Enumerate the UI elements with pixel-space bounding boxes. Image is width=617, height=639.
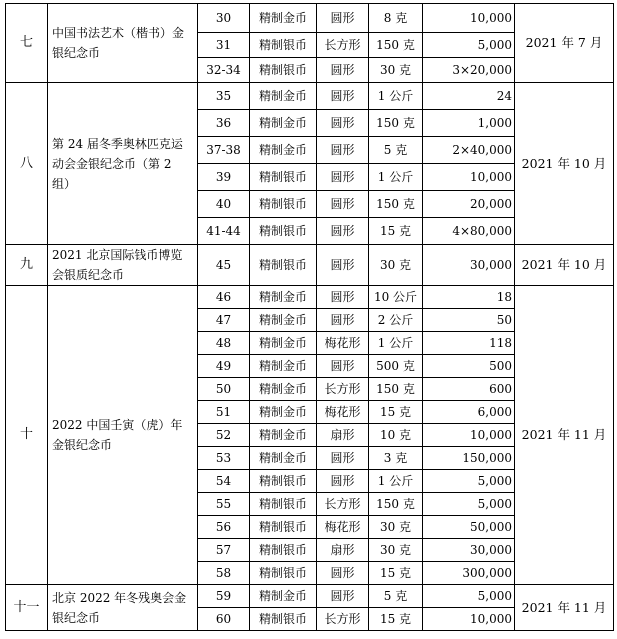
spec-cell: 30 克: [369, 516, 423, 539]
quantity-cell: 10,000: [423, 608, 515, 631]
coin-number: 53: [198, 447, 250, 470]
spec-cell: 15 克: [369, 401, 423, 424]
quality-cell: 精制金币: [250, 286, 317, 309]
coin-number: 36: [198, 110, 250, 137]
shape-cell: 圆形: [317, 355, 369, 378]
spec-cell: 1 公斤: [369, 470, 423, 493]
shape-cell: 长方形: [317, 608, 369, 631]
quantity-cell: 18: [423, 286, 515, 309]
spec-cell: 15 克: [369, 218, 423, 245]
coin-number: 31: [198, 33, 250, 58]
coin-number: 40: [198, 191, 250, 218]
coin-number: 46: [198, 286, 250, 309]
spec-cell: 150 克: [369, 493, 423, 516]
shape-cell: 圆形: [317, 286, 369, 309]
quality-cell: 精制银币: [250, 539, 317, 562]
quality-cell: 精制金币: [250, 110, 317, 137]
quality-cell: 精制银币: [250, 58, 317, 83]
shape-cell: 扇形: [317, 539, 369, 562]
quantity-cell: 5,000: [423, 33, 515, 58]
quality-cell: 精制金币: [250, 4, 317, 33]
coin-number: 30: [198, 4, 250, 33]
coin-number: 51: [198, 401, 250, 424]
quality-cell: 精制银币: [250, 164, 317, 191]
quantity-cell: 5,000: [423, 470, 515, 493]
quantity-cell: 500: [423, 355, 515, 378]
shape-cell: 圆形: [317, 83, 369, 110]
spec-cell: 1 公斤: [369, 332, 423, 355]
shape-cell: 圆形: [317, 585, 369, 608]
spec-cell: 5 克: [369, 137, 423, 164]
quantity-cell: 5,000: [423, 493, 515, 516]
quality-cell: 精制银币: [250, 245, 317, 286]
shape-cell: 扇形: [317, 424, 369, 447]
issue-date: 2021 年 10 月: [515, 245, 614, 286]
shape-cell: 圆形: [317, 447, 369, 470]
spec-cell: 30 克: [369, 58, 423, 83]
quality-cell: 精制银币: [250, 516, 317, 539]
quality-cell: 精制金币: [250, 424, 317, 447]
spec-cell: 10 克: [369, 424, 423, 447]
shape-cell: 圆形: [317, 218, 369, 245]
spec-cell: 5 克: [369, 585, 423, 608]
issue-date: 2021 年 7 月: [515, 4, 614, 83]
spec-cell: 8 克: [369, 4, 423, 33]
group-index: 七: [6, 4, 48, 83]
spec-cell: 150 克: [369, 378, 423, 401]
issue-date: 2021 年 11 月: [515, 286, 614, 585]
shape-cell: 圆形: [317, 470, 369, 493]
quantity-cell: 4×80,000: [423, 218, 515, 245]
spec-cell: 1 公斤: [369, 83, 423, 110]
quantity-cell: 5,000: [423, 585, 515, 608]
shape-cell: 圆形: [317, 110, 369, 137]
coin-number: 58: [198, 562, 250, 585]
quality-cell: 精制金币: [250, 83, 317, 110]
quantity-cell: 2×40,000: [423, 137, 515, 164]
table-row: [6, 245, 614, 286]
spec-cell: 15 克: [369, 562, 423, 585]
quantity-cell: 10,000: [423, 424, 515, 447]
spec-cell: 150 克: [369, 191, 423, 218]
group-index: 十: [6, 286, 48, 585]
spec-cell: 150 克: [369, 110, 423, 137]
quality-cell: 精制金币: [250, 447, 317, 470]
shape-cell: 长方形: [317, 493, 369, 516]
quantity-cell: 30,000: [423, 245, 515, 286]
coin-number: 48: [198, 332, 250, 355]
quality-cell: 精制金币: [250, 355, 317, 378]
spec-cell: 10 公斤: [369, 286, 423, 309]
quantity-cell: 20,000: [423, 191, 515, 218]
spec-cell: 15 克: [369, 608, 423, 631]
quality-cell: 精制金币: [250, 332, 317, 355]
quantity-cell: 30,000: [423, 539, 515, 562]
coin-number: 37-38: [198, 137, 250, 164]
coin-number: 32-34: [198, 58, 250, 83]
issue-date: 2021 年 11 月: [515, 585, 614, 631]
quantity-cell: 118: [423, 332, 515, 355]
spec-cell: 1 公斤: [369, 164, 423, 191]
coin-number: 39: [198, 164, 250, 191]
coin-number: 35: [198, 83, 250, 110]
quantity-cell: 1,000: [423, 110, 515, 137]
coin-number: 57: [198, 539, 250, 562]
quantity-cell: 150,000: [423, 447, 515, 470]
shape-cell: 长方形: [317, 378, 369, 401]
coin-number: 41-44: [198, 218, 250, 245]
project-name: 第 24 届冬季奥林匹克运动会金银纪念币（第 2 组）: [48, 83, 198, 245]
shape-cell: 梅花形: [317, 332, 369, 355]
shape-cell: 圆形: [317, 164, 369, 191]
group-index: 十一: [6, 585, 48, 631]
project-name: 2021 北京国际钱币博览会银质纪念币: [48, 245, 198, 286]
quantity-cell: 10,000: [423, 4, 515, 33]
quantity-cell: 3×20,000: [423, 58, 515, 83]
coin-number: 56: [198, 516, 250, 539]
shape-cell: 圆形: [317, 309, 369, 332]
spec-cell: 500 克: [369, 355, 423, 378]
quantity-cell: 24: [423, 83, 515, 110]
spec-cell: 3 克: [369, 447, 423, 470]
shape-cell: 梅花形: [317, 516, 369, 539]
spec-cell: 2 公斤: [369, 309, 423, 332]
shape-cell: 梅花形: [317, 401, 369, 424]
quality-cell: 精制金币: [250, 137, 317, 164]
quality-cell: 精制金币: [250, 585, 317, 608]
group-index: 九: [6, 245, 48, 286]
shape-cell: 圆形: [317, 562, 369, 585]
coin-number: 47: [198, 309, 250, 332]
quantity-cell: 6,000: [423, 401, 515, 424]
quality-cell: 精制银币: [250, 191, 317, 218]
shape-cell: 圆形: [317, 58, 369, 83]
coin-number: 54: [198, 470, 250, 493]
quality-cell: 精制金币: [250, 401, 317, 424]
quantity-cell: 50,000: [423, 516, 515, 539]
quality-cell: 精制银币: [250, 608, 317, 631]
spec-cell: 30 克: [369, 539, 423, 562]
quantity-cell: 300,000: [423, 562, 515, 585]
coin-issue-table: [5, 3, 614, 631]
quality-cell: 精制银币: [250, 562, 317, 585]
quantity-cell: 10,000: [423, 164, 515, 191]
spec-cell: 150 克: [369, 33, 423, 58]
quality-cell: 精制金币: [250, 378, 317, 401]
table-row: [6, 585, 614, 608]
quality-cell: 精制银币: [250, 493, 317, 516]
table-row: [6, 4, 614, 33]
quality-cell: 精制银币: [250, 470, 317, 493]
coin-number: 52: [198, 424, 250, 447]
quantity-cell: 600: [423, 378, 515, 401]
shape-cell: 长方形: [317, 33, 369, 58]
shape-cell: 圆形: [317, 137, 369, 164]
spec-cell: 30 克: [369, 245, 423, 286]
group-index: 八: [6, 83, 48, 245]
coin-number: 45: [198, 245, 250, 286]
project-name: 北京 2022 年冬残奥会金银纪念币: [48, 585, 198, 631]
coin-number: 55: [198, 493, 250, 516]
issue-date: 2021 年 10 月: [515, 83, 614, 245]
quantity-cell: 50: [423, 309, 515, 332]
coin-number: 59: [198, 585, 250, 608]
table-row: [6, 83, 614, 110]
shape-cell: 圆形: [317, 191, 369, 218]
coin-number: 60: [198, 608, 250, 631]
shape-cell: 圆形: [317, 245, 369, 286]
table-row: [6, 286, 614, 309]
project-name: 中国书法艺术（楷书）金银纪念币: [48, 4, 198, 83]
quality-cell: 精制银币: [250, 33, 317, 58]
coin-number: 50: [198, 378, 250, 401]
shape-cell: 圆形: [317, 4, 369, 33]
coin-number: 49: [198, 355, 250, 378]
quality-cell: 精制银币: [250, 218, 317, 245]
quality-cell: 精制金币: [250, 309, 317, 332]
project-name: 2022 中国壬寅（虎）年金银纪念币: [48, 286, 198, 585]
